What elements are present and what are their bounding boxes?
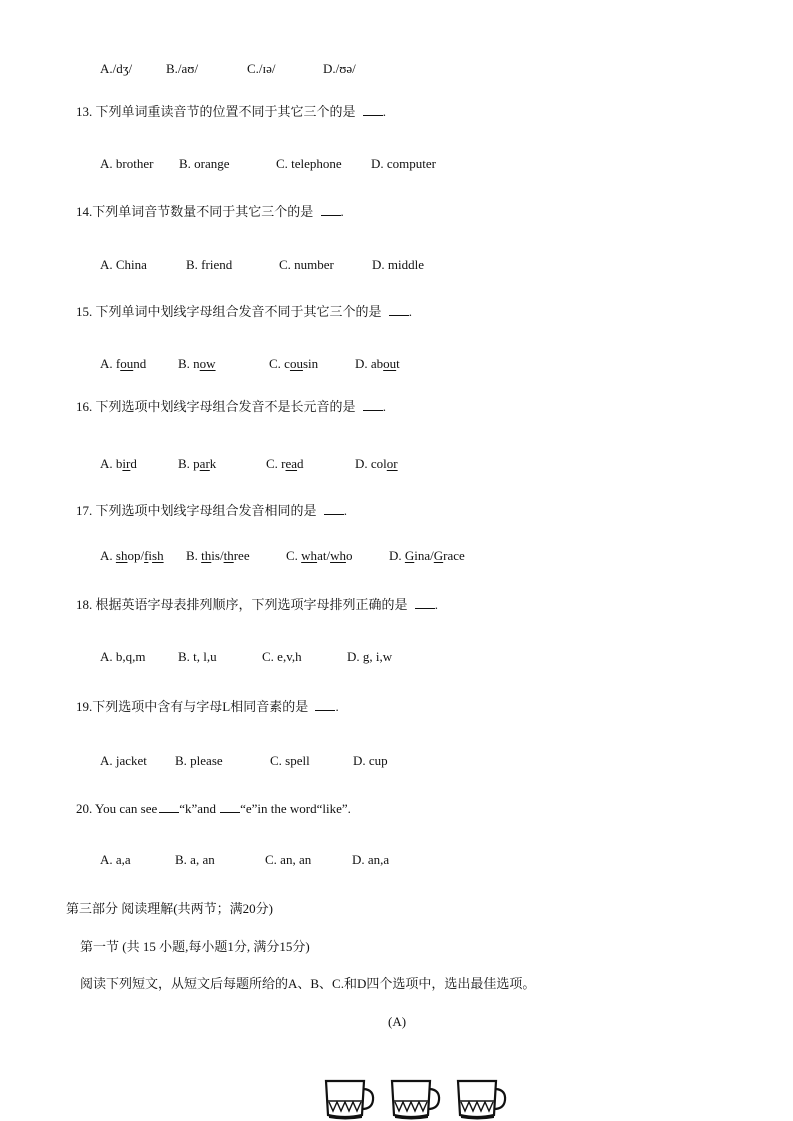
passage-label: (A) [388, 1014, 407, 1029]
q17-option-b: B. this/three [186, 548, 250, 563]
q13-stem: 13. 下列单词重读音节的位置不同于其它三个的是 . [76, 104, 387, 119]
q20-option-b: B. a, an [175, 852, 215, 867]
q15-stem: 15. 下列单词中划线字母组合发音不同于其它三个的是 . [76, 304, 413, 319]
q12-option-b: B./aʊ/ [166, 61, 199, 76]
q20-option-a: A. a,a [100, 852, 131, 867]
q16-stem-text: 16. 下列选项中划线字母组合发音不是长元音的是 [76, 399, 356, 414]
q20-stem [76, 801, 351, 817]
q16-stem: 16. 下列选项中划线字母组合发音不是长元音的是 . [76, 399, 387, 414]
part-title: 第一节 (共 15 小题,每小题1分, 满分15分) [80, 939, 310, 954]
cup-icon [392, 1081, 439, 1120]
q20-stem-mid2: “e”in the word“like”. [240, 801, 351, 816]
q14-stem: 14.下列单词音节数量不同于其它三个的是 . [76, 204, 344, 219]
q19-option-b: B. please [175, 753, 223, 768]
q12-option-c: C./ɪə/ [247, 61, 276, 76]
q14-stem-text: 14.下列单词音节数量不同于其它三个的是 [76, 204, 314, 219]
q14-option-c: C. number [279, 257, 334, 272]
q15-option-a: A. found [100, 356, 147, 371]
q14-option-b: B. friend [186, 257, 233, 272]
q20-option-d: D. an,a [352, 852, 390, 867]
q19-option-c: C. spell [270, 753, 310, 768]
answer-blank [363, 104, 383, 116]
q17-option-d: D. Gina/Grace [389, 548, 465, 563]
answer-blank [389, 304, 409, 316]
q17-stem-text: 17. 下列选项中划线字母组合发音相同的是 [76, 503, 317, 518]
q20-stem-pre: 20. You can see [76, 801, 158, 816]
cup-icon [326, 1081, 373, 1120]
q12-option-a: A./dʒ/ [100, 61, 133, 76]
q14-option-d: D. middle [372, 257, 424, 272]
answer-blank [415, 597, 435, 609]
q15-option-c: C. cousin [269, 356, 319, 371]
q16-option-d: D. color [355, 456, 398, 471]
q18-option-c: C. e,v,h [262, 649, 302, 664]
answer-blank [324, 503, 344, 515]
q19-stem-text: 19.下列选项中含有与字母L相同音素的是 [76, 699, 309, 714]
q18-option-d: D. g, i,w [347, 649, 393, 664]
q16-option-a: A. bird [100, 456, 137, 471]
answer-blank [159, 801, 179, 813]
answer-blank [321, 204, 341, 216]
q18-option-a: A. b,q,m [100, 649, 146, 664]
q18-option-b: B. t, l,u [178, 649, 217, 664]
q13-stem-text: 13. 下列单词重读音节的位置不同于其它三个的是 [76, 104, 356, 119]
q16-option-b: B. park [178, 456, 217, 471]
q12-option-d: D./ʊə/ [323, 61, 356, 76]
q20-option-c: C. an, an [265, 852, 312, 867]
q16-option-c: C. read [266, 456, 304, 471]
q13-option-c: C. telephone [276, 156, 342, 171]
q13-option-d: D. computer [371, 156, 436, 171]
answer-blank [363, 399, 383, 411]
section-title: 第三部分 阅读理解(共两节；满20分) [66, 901, 273, 916]
answer-blank [220, 801, 240, 813]
q19-option-a: A. jacket [100, 753, 147, 768]
q15-option-d: D. about [355, 356, 400, 371]
q13-option-b: B. orange [179, 156, 230, 171]
cups-illustration [322, 1075, 512, 1121]
q19-stem: 19.下列选项中含有与字母L相同音素的是 . [76, 699, 339, 714]
q14-option-a: A. China [100, 257, 147, 272]
instructions: 阅读下列短文，从短文后每题所给的A、B、C.和D四个选项中，选出最佳选项。 [80, 976, 536, 991]
q20-stem-mid1: “k”and [179, 801, 217, 816]
q18-stem-text: 18. 根据英语字母表排列顺序，下列选项字母排列正确的是 [76, 597, 408, 612]
q18-stem: 18. 根据英语字母表排列顺序，下列选项字母排列正确的是 . [76, 597, 439, 612]
q19-option-d: D. cup [353, 753, 388, 768]
answer-blank [315, 699, 335, 711]
q15-option-b: B. now [178, 356, 216, 371]
q17-stem: 17. 下列选项中划线字母组合发音相同的是 . [76, 503, 348, 518]
q17-option-c: C. what/who [286, 548, 353, 563]
q15-stem-text: 15. 下列单词中划线字母组合发音不同于其它三个的是 [76, 304, 382, 319]
q13-option-a: A. brother [100, 156, 154, 171]
q17-option-a: A. shop/fish [100, 548, 164, 563]
cup-icon [458, 1081, 505, 1120]
